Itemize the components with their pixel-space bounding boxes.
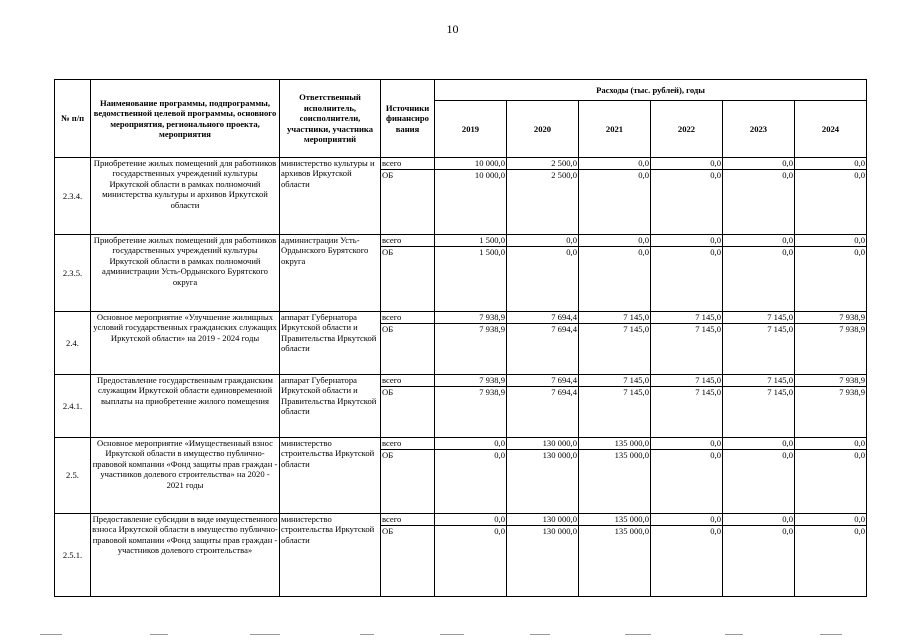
amount-cell: 7 938,9: [435, 375, 507, 387]
amount-cell: 7 145,0: [651, 324, 723, 375]
amount-cell: 7 145,0: [723, 387, 795, 438]
amount-cell: 0,0: [723, 158, 795, 170]
amount-cell: 0,0: [435, 450, 507, 514]
amount-cell: 7 145,0: [723, 375, 795, 387]
header-source: Источники финансиро вания: [381, 80, 435, 158]
funding-source: ОБ: [381, 247, 435, 312]
header-year: 2024: [795, 101, 867, 158]
amount-cell: 0,0: [651, 514, 723, 526]
executor: администрации Усть-Ордынского Бурятского округа: [280, 235, 381, 312]
amount-cell: 0,0: [723, 170, 795, 235]
amount-cell: 135 000,0: [579, 526, 651, 597]
table-row: [55, 158, 867, 170]
amount-cell: 0,0: [651, 235, 723, 247]
amount-cell: 0,0: [651, 158, 723, 170]
header-number: № п/п: [55, 80, 91, 158]
amount-cell: 0,0: [507, 247, 579, 312]
amount-cell: 0,0: [795, 170, 867, 235]
amount-cell: 7 145,0: [651, 375, 723, 387]
amount-cell: 130 000,0: [507, 526, 579, 597]
amount-cell: 7 938,9: [435, 324, 507, 375]
amount-cell: 135 000,0: [579, 450, 651, 514]
scan-artifacts: [0, 630, 905, 640]
header-spending: Расходы (тыс. рублей), годы: [435, 80, 867, 101]
table-body: [55, 158, 867, 597]
amount-cell: 0,0: [579, 235, 651, 247]
table-row: [55, 514, 867, 526]
activity-name: Приобретение жилых помещений для работников государственных учреждений культуры Иркутской области в рамках полномочий министерства культуры и архивов Иркутской области: [91, 158, 280, 235]
amount-cell: 7 145,0: [723, 312, 795, 324]
amount-cell: 7 145,0: [651, 312, 723, 324]
table-row: [55, 438, 867, 450]
amount-cell: 0,0: [579, 158, 651, 170]
funding-source: всего: [381, 235, 435, 247]
activity-name: Основное мероприятие «Имущественный взнос Иркутской области в имущество публично-правовой компании «Фонд защиты прав граждан - участников долевого строительства» на 2020 - 2021 годы: [91, 438, 280, 514]
budget-table: [54, 79, 867, 597]
funding-source: ОБ: [381, 170, 435, 235]
amount-cell: 0,0: [795, 158, 867, 170]
amount-cell: 130 000,0: [507, 450, 579, 514]
funding-source: ОБ: [381, 526, 435, 597]
amount-cell: 7 938,9: [795, 387, 867, 438]
amount-cell: 10 000,0: [435, 158, 507, 170]
amount-cell: 7 694,4: [507, 375, 579, 387]
funding-source: ОБ: [381, 324, 435, 375]
amount-cell: 7 145,0: [579, 375, 651, 387]
executor: аппарат Губернатора Иркутской области и Правительства Иркутской области: [280, 312, 381, 375]
amount-cell: 7 145,0: [723, 324, 795, 375]
table-row: [55, 235, 867, 247]
amount-cell: 135 000,0: [579, 514, 651, 526]
amount-cell: 7 938,9: [435, 312, 507, 324]
amount-cell: 0,0: [723, 450, 795, 514]
amount-cell: 7 938,9: [435, 387, 507, 438]
row-number: 2.5.: [55, 438, 91, 514]
activity-name: Основное мероприятие «Улучшение жилищных условий государственных гражданских служащих Иркутской области» на 2019 - 2024 годы: [91, 312, 280, 375]
funding-source: ОБ: [381, 387, 435, 438]
executor: министерство строительства Иркутской области: [280, 438, 381, 514]
activity-name: Приобретение жилых помещений для работников государственных учреждений культуры Иркутской области в рамках полномочий администрации Усть-Ордынского Бурятского округа: [91, 235, 280, 312]
amount-cell: 10 000,0: [435, 170, 507, 235]
amount-cell: 2 500,0: [507, 170, 579, 235]
amount-cell: 0,0: [435, 526, 507, 597]
row-number: 2.3.5.: [55, 235, 91, 312]
amount-cell: 0,0: [723, 247, 795, 312]
funding-source: всего: [381, 514, 435, 526]
header-name: Наименование программы, подпрограммы, ведомственной целевой программы, основного мероприятия, регионального проекта, мероприятия: [91, 80, 280, 158]
amount-cell: 7 145,0: [579, 312, 651, 324]
row-number: 2.3.4.: [55, 158, 91, 235]
amount-cell: 0,0: [723, 438, 795, 450]
amount-cell: 7 938,9: [795, 375, 867, 387]
header-executor: Ответственный исполнитель, соисполнители, участники, участника мероприятий: [280, 80, 381, 158]
amount-cell: 7 145,0: [579, 324, 651, 375]
header-year: 2019: [435, 101, 507, 158]
executor: министерство культуры и архивов Иркутской области: [280, 158, 381, 235]
funding-source: всего: [381, 438, 435, 450]
activity-name: Предоставление государственным гражданским служащим Иркутской области единовременной выплаты на приобретение жилого помещения: [91, 375, 280, 438]
amount-cell: 0,0: [795, 438, 867, 450]
funding-source: всего: [381, 312, 435, 324]
row-number: 2.4.1.: [55, 375, 91, 438]
amount-cell: 7 145,0: [579, 387, 651, 438]
amount-cell: 0,0: [435, 438, 507, 450]
amount-cell: 0,0: [651, 438, 723, 450]
amount-cell: 1 500,0: [435, 247, 507, 312]
executor: аппарат Губернатора Иркутской области и Правительства Иркутской области: [280, 375, 381, 438]
amount-cell: 7 145,0: [651, 387, 723, 438]
amount-cell: 2 500,0: [507, 158, 579, 170]
funding-source: всего: [381, 375, 435, 387]
page-number: 10: [446, 22, 459, 36]
amount-cell: 0,0: [795, 235, 867, 247]
amount-cell: 0,0: [795, 247, 867, 312]
funding-source: ОБ: [381, 450, 435, 514]
activity-name: Предоставление субсидии в виде имущественного взноса Иркутской области в имущество публично-правовой компании «Фонд защиты прав граждан - участников долевого строительства»: [91, 514, 280, 597]
amount-cell: 130 000,0: [507, 514, 579, 526]
header-year: 2023: [723, 101, 795, 158]
amount-cell: 7 694,4: [507, 324, 579, 375]
amount-cell: 0,0: [795, 514, 867, 526]
amount-cell: 135 000,0: [579, 438, 651, 450]
amount-cell: 7 694,4: [507, 312, 579, 324]
amount-cell: 130 000,0: [507, 438, 579, 450]
amount-cell: 0,0: [651, 170, 723, 235]
amount-cell: 7 938,9: [795, 324, 867, 375]
amount-cell: 7 938,9: [795, 312, 867, 324]
amount-cell: 0,0: [435, 514, 507, 526]
amount-cell: 0,0: [795, 450, 867, 514]
amount-cell: 0,0: [723, 235, 795, 247]
amount-cell: 0,0: [579, 247, 651, 312]
executor: министерство строительства Иркутской области: [280, 514, 381, 597]
header-year: 2021: [579, 101, 651, 158]
amount-cell: 0,0: [795, 526, 867, 597]
funding-source: всего: [381, 158, 435, 170]
amount-cell: 0,0: [723, 514, 795, 526]
row-number: 2.5.1.: [55, 514, 91, 597]
amount-cell: 0,0: [507, 235, 579, 247]
table-row: [55, 375, 867, 387]
header-year: 2022: [651, 101, 723, 158]
amount-cell: 0,0: [651, 247, 723, 312]
amount-cell: 0,0: [723, 526, 795, 597]
amount-cell: 0,0: [651, 526, 723, 597]
row-number: 2.4.: [55, 312, 91, 375]
amount-cell: 1 500,0: [435, 235, 507, 247]
header-year: 2020: [507, 101, 579, 158]
table-row: [55, 312, 867, 324]
amount-cell: 7 694,4: [507, 387, 579, 438]
amount-cell: 0,0: [579, 170, 651, 235]
amount-cell: 0,0: [651, 450, 723, 514]
